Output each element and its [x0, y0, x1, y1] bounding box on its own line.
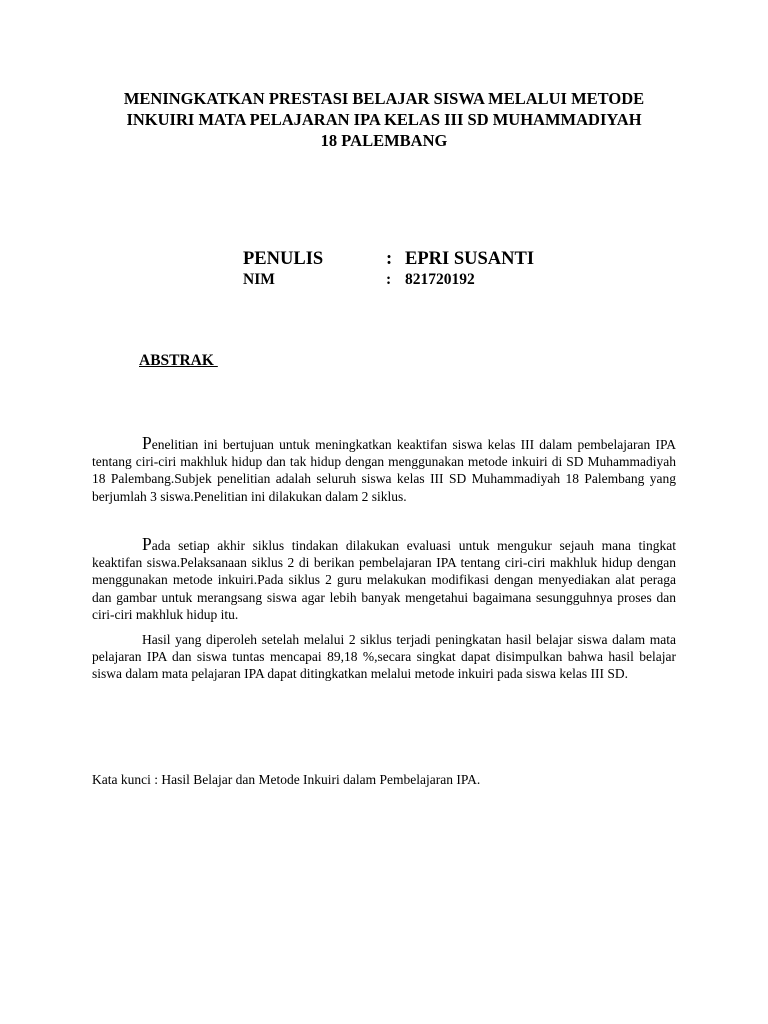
keywords-line: Kata kunci : Hasil Belajar dan Metode Inkuiri dalam Pembelajaran IPA. — [92, 772, 481, 787]
nim-separator: : — [386, 271, 392, 288]
abstract-heading: ABSTRAK — [139, 352, 218, 369]
paragraph-3-text: Hasil yang diperoleh setelah melalui 2 siklus terjadi peningkatan hasil belajar siswa dalam mata pelajaran IPA dan siswa tuntas mencapai 89,18 %,secara singkat dapat disimpulkan bahwa hasil belajar siswa dalam mata pelajaran IPA dapat ditingkatkan melalui metode inkuiri pada siswa kelas III SD. — [92, 632, 676, 682]
paragraph-1-text: enelitian ini bertujuan untuk meningkatkan keaktifan siswa kelas III dalam pembelajaran IPA tentang ciri-ciri makhluk hidup dan tak hidup dengan menggunakan metode inkuiri di SD Muhammadiyah 18 Palembang.Subjek penelitian adalah seluruh siswa kelas III SD Muhammadiyah 18 Palembang yang berjumlah 3 siswa.Penelitian ini dilakukan dalam 2 siklus. — [92, 437, 676, 504]
author-name: EPRI SUSANTI — [405, 249, 535, 269]
abstract-paragraph-2 — [92, 536, 676, 623]
nim-label: NIM — [243, 271, 275, 288]
abstract-paragraph-1 — [92, 435, 676, 505]
abstract-paragraph-3 — [92, 631, 676, 683]
nim-value: 821720192 — [405, 271, 475, 288]
paragraph-2-initial: P — [142, 534, 152, 554]
author-separator: : — [386, 249, 393, 269]
title-line-3: 18 PALEMBANG — [320, 131, 448, 150]
author-label: PENULIS — [243, 249, 324, 269]
document-title — [60, 88, 708, 151]
title-line-1: MENINGKATKAN PRESTASI BELAJAR SISWA MELALUI METODE — [123, 89, 645, 108]
paragraph-2-text: ada setiap akhir siklus tindakan dilakukan evaluasi untuk mengukur sejauh mana tingkat keaktifan siswa.Pelaksanaan siklus 2 di berikan pembelajaran IPA tentang ciri-ciri makhluk hidup dengan menggunakan metode inkuiri.Pada siklus 2 guru melakukan modifikasi dengan menyediakan alat peraga dan gambar untuk merangsang siswa agar lebih banyak mengetahui bagaimana sesungguhnya proses dan ciri-ciri makhluk hidup itu. — [92, 538, 676, 622]
title-line-2: INKUIRI MATA PELAJARAN IPA KELAS III SD MUHAMMADIYAH — [126, 110, 642, 129]
paragraph-1-initial: P — [142, 433, 152, 453]
